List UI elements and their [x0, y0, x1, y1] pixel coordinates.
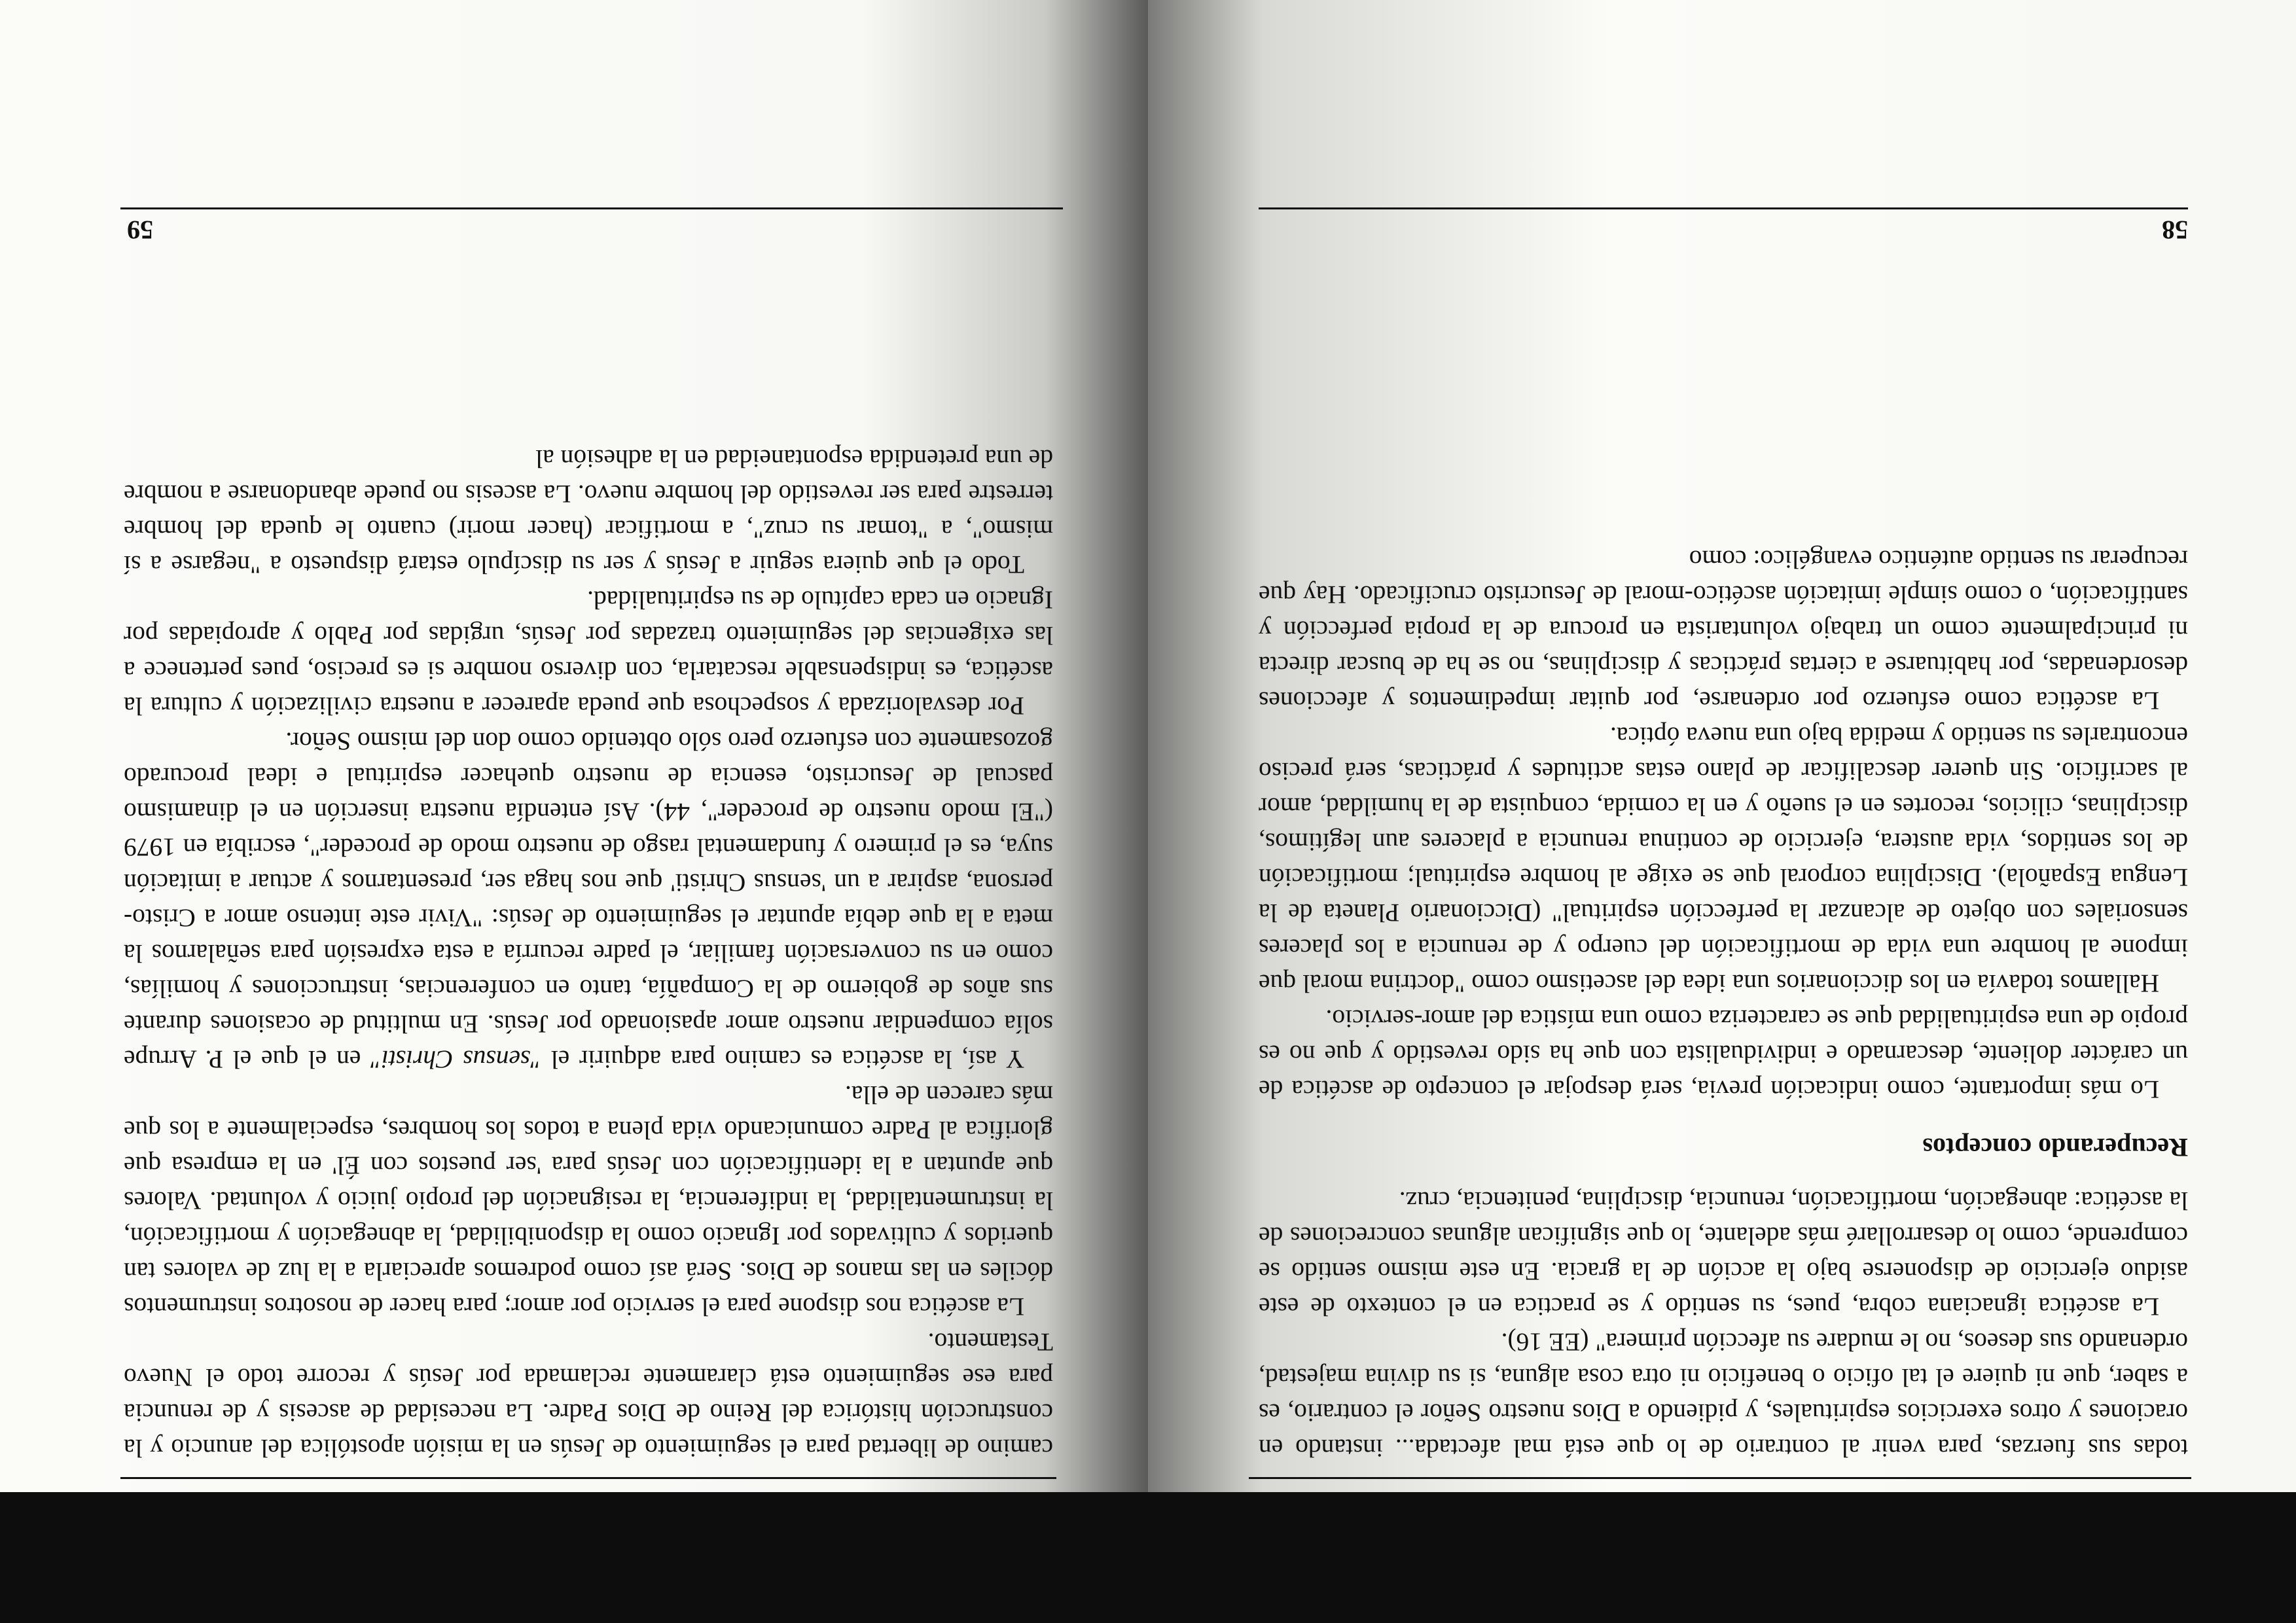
- paragraph: todas sus fuerzas, para venir al contrario de lo que está mal afectada... instando en oraciones y otros exercicios espirituales, y pidiendo a Dios nuestro Señor el contrario, es a saber, que ni quiere el tal oficio o beneficio ni otra cosa alguna, si su divina majestad, ordenando sus deseos, no le mudare su afección primera" (EE 16).: [1259, 1328, 2188, 1463]
- header-rule: [120, 1477, 1056, 1479]
- paragraph: Por desvalorizada y sospechosa que pueda aparecer a nuestra civilización y cultura la ascética, es indispensable rescatarla, con diverso nombre si es preciso, pues pertenece a las exigencias del seguimiento trazadas por Jesús, urgidas por Pablo y apropiadas por Ignacio en cada capítulo de su espiritualidad.: [124, 586, 1053, 721]
- header-rule: [1249, 1477, 2191, 1479]
- section-heading: Recuperando conceptos: [1922, 1133, 2188, 1162]
- text-column: [1259, 542, 2188, 1466]
- paragraph: La ascética ignaciana cobra, pues, su sentido y se practica en el contexto de este asiduo ejercicio de disponerse bajo la acción de la gracia. En este mismo sentido se comprende, como lo desarrollaré más adelante, lo que significan algunas concreciones de la ascética: abnegación, mortificación, renuncia, disciplina, penitencia, cruz.: [1259, 1186, 2188, 1321]
- paragraph: Y así, la ascética es camino para adquirir el "sensus Christi" en el que el P. Arrupe solía compendiar nuestro amor apasionado por Jesús. En multitud de ocasiones durante sus años de gobierno de la Compañía, tanto en conferencias, instrucciones y homilías, como en su conversación familiar, el padre recurría a esta expresión para señalarnos la meta a la que debía apuntar el seguimiento de Jesús: "Vivir este intenso amor a Cristo-persona, aspirar a un 'sensus Christi' que nos haga ser, presentarnos y actuar a imitación suya, es el primero y fundamental rasgo de nuestro modo de proceder", escribía en 1979 ("El modo nuestro de proceder", 44). Así entendía nuestra inserción en el dinamismo pascual de Jesucristo, esencia de nuestro quehacer espiritual e ideal procurado gozosamente con esfuerzo pero sólo obtenido como don del mismo Señor.: [123, 727, 1053, 1074]
- page-number: 59: [127, 215, 153, 245]
- footer-rule: [1259, 207, 2188, 209]
- footer-rule: [120, 207, 1063, 209]
- page-number: 58: [2162, 215, 2188, 245]
- paragraph: camino de libertad para el seguimiento de Jesús en la misión apostólica del anuncio y la construcción histórica del Reino de Dios Padre. La necesidad de ascesis y de renuncia para ese seguimiento está claramente reclamada por Jesús y recorre todo el Nuevo Testamento.: [124, 1328, 1053, 1463]
- paragraph: La ascética como esfuerzo por ordenarse, por quitar impedimentos y afecciones desordenadas, por habituarse a ciertas prácticas y disciplinas, no se ha de buscar directa ni principalmente como un trabajo voluntarista en procura de la propia perfección y santificación, o como simple imitación ascético-moral de Jesucristo crucificado. Hay que recuperar su sentido auténtico evangélico: como: [1259, 545, 2188, 715]
- paragraph: Lo más importante, como indicación previa, será despojar el concepto de ascética de un carácter doliente, descarnado e individualista con que ha sido revestido y que no es propio de una espiritualidad que se caracteriza como una mística del amor-servicio.: [1259, 1005, 2188, 1104]
- text-column: [124, 441, 1053, 1466]
- paragraph: La ascética nos dispone para el servicio por amor; para hacer de nosotros instrumentos dóciles en las manos de Dios. Será así como podremos apreciarla a la luz de valores tan queridos y cultivados por Ignacio como la disponibilidad, la abnegación y mortificación, la instrumentalidad, la indiferencia, la resignación del propio juicio y voluntad. Valores que apuntan a la identificación con Jesús para 'ser puestos con Él' en la empresa que glorifica al Padre comunicando vida plena a todos los hombres, especialmente a los que más carecen de ella.: [124, 1080, 1053, 1321]
- page-left: [1148, 0, 2296, 1492]
- page-right: [0, 0, 1148, 1492]
- paragraph: Hallamos todavía en los diccionarios una idea del ascetismo como "doctrina moral que impone al hombre una vida de mortificación del cuerpo y de renuncia a los placeres sensoriales con objeto de alcanzar la perfección espiritual" (Diccionario Planeta de la Lengua Española). Disciplina corporal que se exige al hombre espiritual; mortificación de los sentidos, vida austera, ejercicio de continua renuncia a placeres aun legítimos, disciplinas, cilicios, recortes en el sueño y en la comida, conquista de la humildad, amor al sacrificio. Sin querer descalificar de plano estas actitudes y prácticas, será preciso encontrarles su sentido y medida bajo una nueva óptica.: [1259, 722, 2188, 998]
- paragraph: Todo el que quiera seguir a Jesús y ser su discípulo estará dispuesto a "negarse a sí mismo", a "tomar su cruz", a mortificar (hacer morir) cuanto le queda del hombre terrestre para ser revestido del hombre nuevo. La ascesis no puede abandonarse a nombre de una pretendida espontaneidad en la adhesión al: [124, 444, 1053, 579]
- emphasis: "sensus Christi": [370, 1045, 542, 1074]
